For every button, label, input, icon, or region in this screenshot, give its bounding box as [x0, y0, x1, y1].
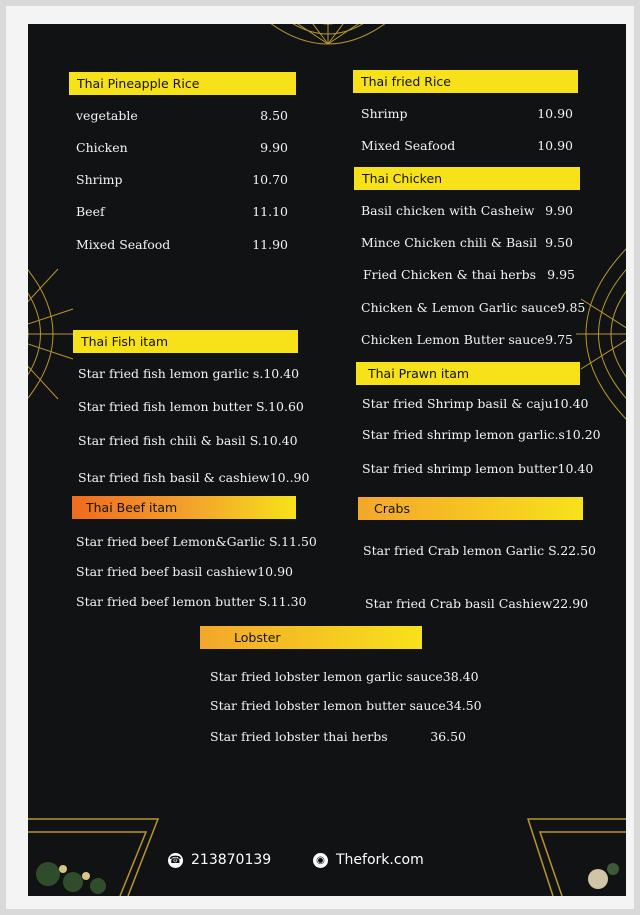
- list-item: [361, 332, 573, 347]
- list-item: [361, 203, 573, 218]
- item-price: 10..90: [269, 470, 310, 485]
- item-name: Star fried beef lemon butter S.: [76, 594, 271, 609]
- item-price: 11.50: [281, 534, 317, 549]
- item-name: Star fried lobster lemon garlic sauce: [210, 669, 443, 684]
- item-price: 11.10: [252, 204, 288, 219]
- item-price: 22.90: [552, 596, 589, 611]
- list-item: [361, 106, 573, 121]
- list-item: [362, 427, 601, 442]
- item-price: 10.20: [564, 427, 601, 442]
- item-name: Star fried Shrimp basil & caju: [362, 396, 553, 411]
- item-price: 9.90: [545, 203, 573, 218]
- item-name: Chicken Lemon Butter sauce: [361, 332, 545, 347]
- item-price: 11.30: [270, 594, 307, 609]
- item-price: 10.70: [252, 172, 288, 187]
- item-name: Star fried fish chili & basil S.: [78, 433, 262, 448]
- item-name: Chicken: [76, 140, 128, 155]
- item-name: Star fried fish lemon garlic s.: [78, 366, 264, 381]
- item-name: Star fried Crab lemon Garlic S.: [363, 543, 561, 558]
- item-name: Star fried fish lemon butter S.: [78, 399, 269, 414]
- header-lobster: Lobster: [200, 626, 422, 649]
- item-name: vegetable: [76, 108, 138, 123]
- list-item: [76, 108, 288, 123]
- list-item: [361, 138, 573, 153]
- item-name: Star fried beef Lemon&Garlic S.: [76, 534, 282, 549]
- item-name: Basil chicken with Casheiw: [361, 203, 535, 218]
- item-price: 8.50: [260, 108, 288, 123]
- item-price: 10.90: [257, 564, 294, 579]
- header-crabs: Crabs: [358, 497, 583, 520]
- list-item: [76, 140, 288, 155]
- item-price: 10.40: [263, 366, 300, 381]
- header-thai-fish-itam: Thai Fish itam: [73, 330, 298, 353]
- phone-icon: ☎: [169, 854, 182, 866]
- list-item: [76, 534, 317, 549]
- item-price: 9.90: [260, 140, 288, 155]
- list-item: [361, 300, 586, 315]
- footer: [28, 850, 626, 884]
- item-price: 38.40: [442, 669, 479, 684]
- item-price: 10.60: [268, 399, 304, 414]
- item-name: Mixed Seafood: [76, 237, 171, 252]
- list-item: [76, 594, 307, 609]
- list-item: [76, 564, 294, 579]
- item-price: 10.40: [261, 433, 298, 448]
- item-name: Star fried shrimp lemon garlic.s: [362, 427, 565, 442]
- menu-paper: [6, 6, 634, 909]
- item-price: 9.95: [547, 267, 575, 282]
- website-text: Thefork.com: [336, 852, 424, 868]
- item-name: Mince Chicken chili & Basil: [361, 235, 537, 250]
- top-fan-decoration: [228, 24, 428, 64]
- list-item: [78, 433, 298, 448]
- header-thai-prawn-itam: Thai Prawn itam: [356, 362, 580, 385]
- phone-contact[interactable]: [168, 852, 271, 868]
- item-name: Star fried lobster thai herbs: [210, 729, 388, 744]
- item-name: Shrimp: [76, 172, 123, 187]
- list-item: [362, 396, 589, 411]
- item-name: Shrimp: [361, 106, 408, 121]
- item-name: Star fried lobster lemon butter sauce: [210, 698, 446, 713]
- phone-number: 213870139: [191, 852, 272, 868]
- header-thai-pineapple-rice: Thai Pineapple Rice: [69, 72, 296, 95]
- item-price: 10.40: [552, 396, 589, 411]
- list-item: [210, 698, 482, 713]
- item-price: 10.90: [537, 138, 573, 153]
- item-price: 9.50: [545, 235, 573, 250]
- item-price: 9.85: [557, 300, 586, 315]
- list-item: [210, 729, 466, 744]
- item-price: 11.90: [252, 237, 288, 252]
- item-price: 9.75: [545, 332, 573, 347]
- item-name: Fried Chicken & thai herbs: [363, 267, 537, 282]
- item-price: 36.50: [430, 729, 466, 744]
- item-name: Star fried Crab basil Cashiew: [365, 596, 553, 611]
- list-item: [363, 543, 596, 558]
- item-price: 34.50: [445, 698, 482, 713]
- list-item: [365, 596, 589, 611]
- list-item: [76, 172, 288, 187]
- item-price: 22.50: [560, 543, 596, 558]
- website-link[interactable]: [313, 852, 424, 868]
- item-name: Star fried beef basil cashiew: [76, 564, 258, 579]
- header-thai-fried-rice: Thai fried Rice: [353, 70, 578, 93]
- item-name: Mixed Seafood: [361, 138, 456, 153]
- list-item: [362, 461, 594, 476]
- list-item: [361, 235, 573, 250]
- header-thai-beef-itam: Thai Beef itam: [72, 496, 296, 519]
- list-item: [210, 669, 479, 684]
- item-name: Star fried shrimp lemon butter: [362, 461, 558, 476]
- list-item: [78, 399, 304, 414]
- globe-icon: ◉: [313, 853, 328, 868]
- list-item: [78, 366, 300, 381]
- list-item: [363, 267, 575, 282]
- menu-board: [28, 24, 626, 896]
- item-name: Chicken & Lemon Garlic sauce: [361, 300, 558, 315]
- item-price: 10.40: [557, 461, 594, 476]
- header-thai-chicken: Thai Chicken: [354, 167, 580, 190]
- item-name: Star fried fish basil & cashiew: [78, 470, 270, 485]
- list-item: [76, 237, 288, 252]
- list-item: [76, 204, 288, 219]
- item-price: 10.90: [537, 106, 573, 121]
- list-item: [78, 470, 310, 485]
- item-name: Beef: [76, 204, 105, 219]
